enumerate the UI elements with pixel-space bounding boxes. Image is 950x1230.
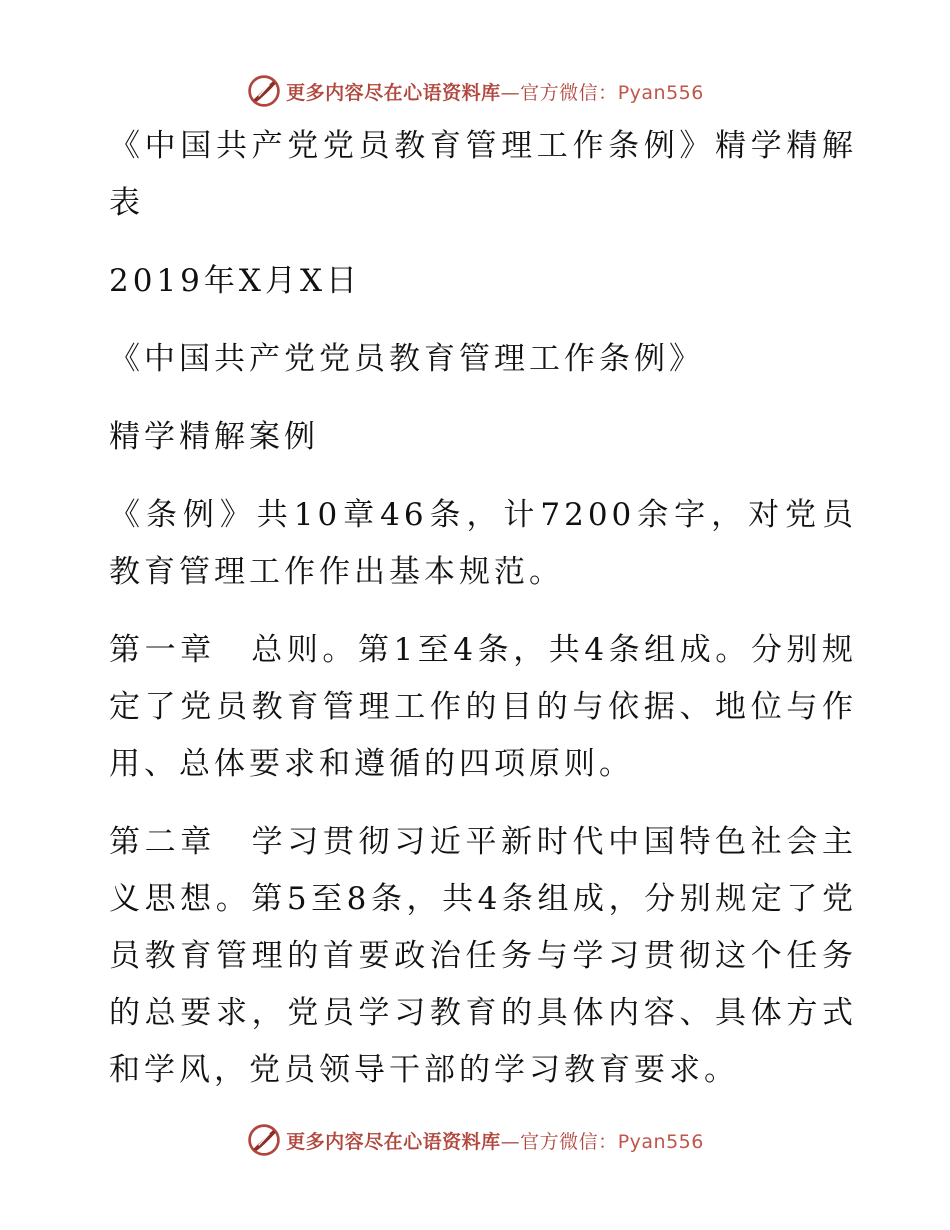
watermark-contact-text: 官方微信：	[520, 1130, 618, 1153]
quill-pen-logo-icon	[246, 1122, 282, 1158]
paragraph-chapter-2: 第二章 学习贯彻习近平新时代中国特色社会主义思想。第5至8条，共4条组成，分别规定了党员教育管理的首要政治任务与学习贯彻这个任务的总要求，党员学习教育的具体内容、具体方式和学风，党员领导干部的学习教育要求。	[109, 824, 857, 1088]
watermark-wechat-id: Pyan556	[617, 81, 704, 104]
watermark-main-text: 更多内容尽在心语资料库	[286, 81, 501, 104]
document-subtitle-line-2: 精学精解案例	[109, 419, 319, 455]
document-subtitle-line-1: 《中国共产党党员教育管理工作条例》	[109, 341, 704, 377]
watermark-contact-text: 官方微信：	[520, 81, 618, 104]
paragraph-intro: 《条例》共10章46条，计7200余字，对党员教育管理工作作出基本规范。	[109, 497, 857, 590]
watermark-text	[286, 78, 704, 105]
footer-watermark	[0, 1120, 950, 1160]
header-watermark	[0, 71, 950, 111]
document-title: 《中国共产党党员教育管理工作条例》精学精解表	[109, 128, 857, 221]
watermark-separator: —	[500, 81, 521, 104]
watermark-wechat-id: Pyan556	[617, 1130, 704, 1153]
watermark-main-text: 更多内容尽在心语资料库	[286, 1130, 501, 1153]
paragraph-chapter-1: 第一章 总则。第1至4条，共4条组成。分别规定了党员教育管理工作的目的与依据、地位与作用、总体要求和遵循的四项原则。	[109, 632, 857, 782]
watermark-separator: —	[500, 1130, 521, 1153]
watermark-text	[286, 1127, 704, 1154]
document-date: 2019年X月X日	[109, 263, 362, 299]
quill-pen-logo-icon	[246, 73, 282, 109]
document-body	[97, 118, 857, 1099]
